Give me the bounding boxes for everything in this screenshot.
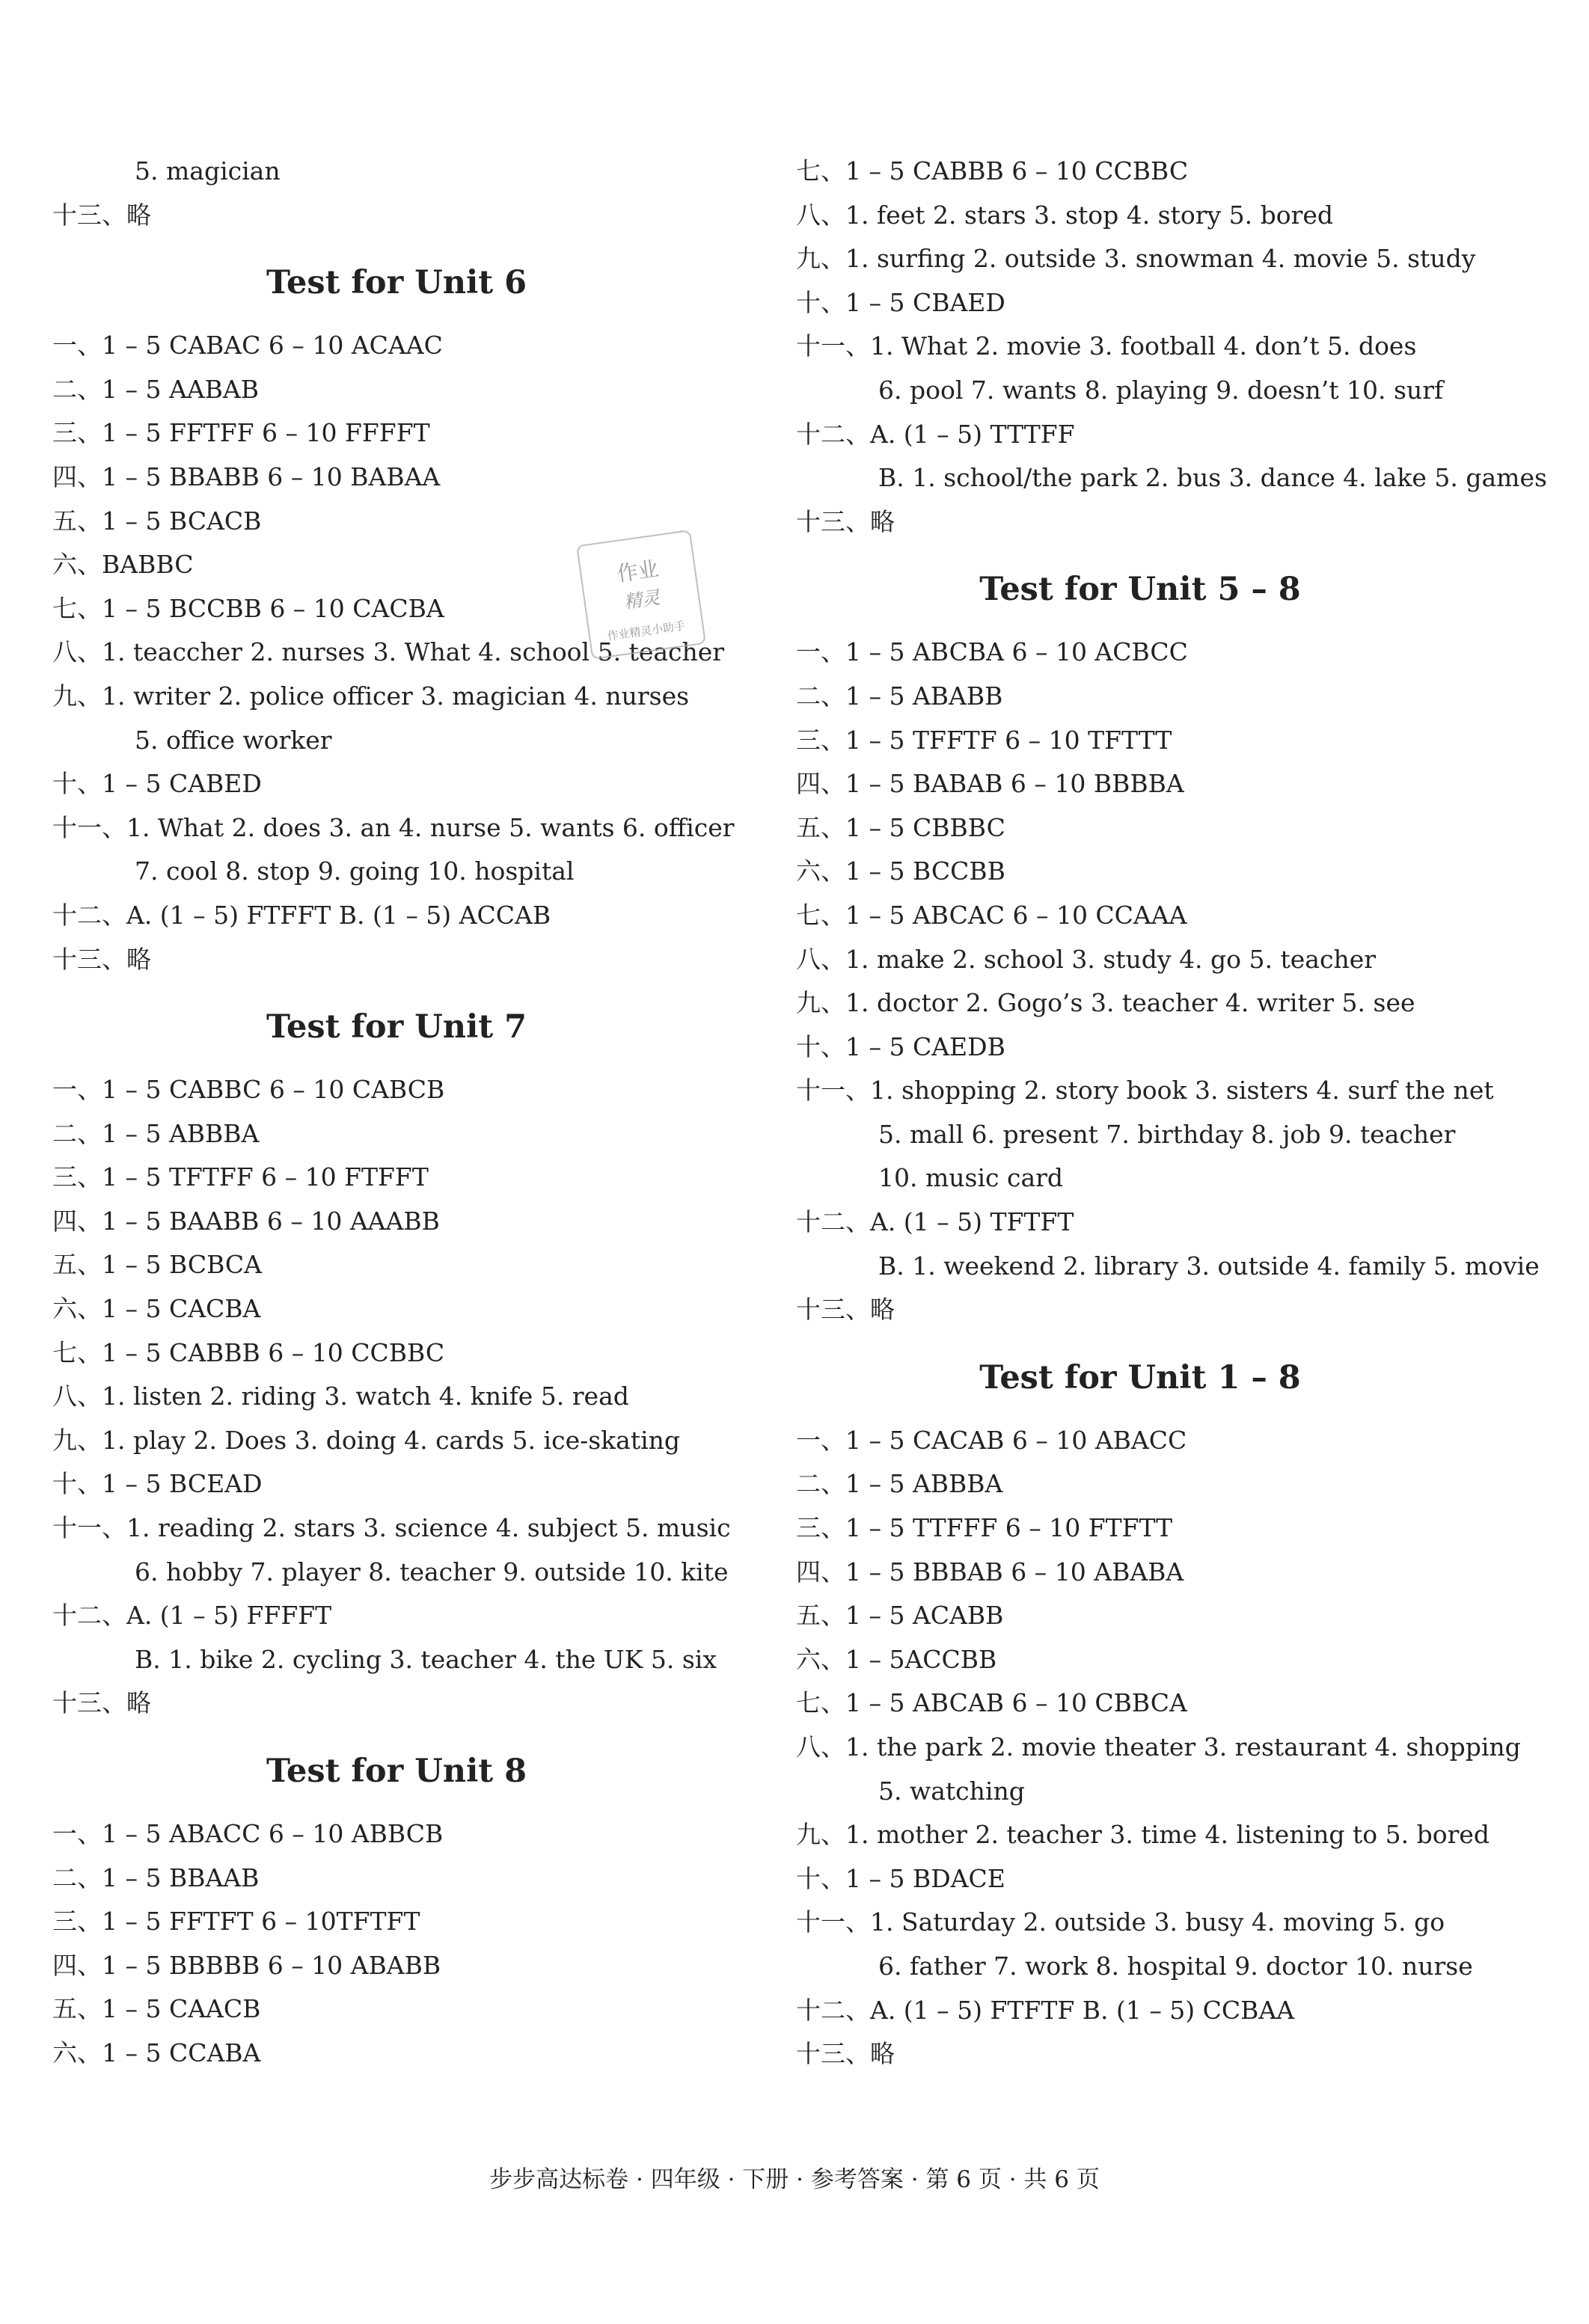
answer-line: 十二、A. (1 – 5) TFTFT (796, 1207, 1074, 1237)
answer-line: 十一、1. reading 2. stars 3. science 4. subject 5. music (52, 1513, 731, 1543)
answer-line: 五、1 – 5 BCBCA (52, 1250, 263, 1280)
answer-line: 九、1. mother 2. teacher 3. time 4. listening to 5. bored (796, 1820, 1490, 1850)
answer-line: 九、1. play 2. Does 3. doing 4. cards 5. ice-skating (52, 1425, 681, 1455)
unit-1-8-answers (796, 1419, 1521, 2076)
section-title-unit-6: Test for Unit 6 (266, 264, 527, 302)
answer-line: 三、1 – 5 FFTFF 6 – 10 FFFFT (52, 418, 430, 448)
right-column (796, 150, 1547, 2076)
answer-line: 十、1 – 5 CAEDB (796, 1031, 1005, 1061)
answer-line: 九、1. doctor 2. Gogo’s 3. teacher 4. writer 5. see (796, 988, 1415, 1018)
answer-line: B. 1. school/the park 2. bus 3. dance 4. lake 5. games (878, 463, 1547, 493)
answer-line: 七、1 – 5 BCCBB 6 – 10 CACBA (52, 593, 444, 623)
answer-line: 八、1. make 2. school 3. study 4. go 5. teacher (796, 944, 1377, 974)
answer-line: 四、1 – 5 BABAB 6 – 10 BBBBA (796, 769, 1184, 799)
answer-line: 一、1 – 5 ABCBA 6 – 10 ACBCC (796, 637, 1188, 667)
section-title-unit-5-8: Test for Unit 5 – 8 (979, 571, 1301, 609)
answer-line: 二、1 – 5 ABBBA (796, 1469, 1003, 1499)
answer-line: 十三、略 (796, 2039, 895, 2069)
answer-line: 十二、A. (1 – 5) FTFFT B. (1 – 5) ACCAB (52, 900, 551, 930)
answer-line: 九、1. surfing 2. outside 3. snowman 4. movie 5. study (796, 244, 1476, 274)
answer-line: 十三、略 (52, 944, 151, 974)
answer-line: 八、1. feet 2. stars 3. stop 4. story 5. bored (796, 200, 1334, 230)
answer-line: 6. pool 7. wants 8. playing 9. doesn’t 10. surf (878, 375, 1444, 405)
answer-line: 十二、A. (1 – 5) TTTFF (796, 419, 1075, 449)
answer-line: 六、1 – 5 CCABA (52, 2038, 261, 2067)
answer-line: 二、1 – 5 BBAAB (52, 1862, 260, 1892)
answer-line: 十、1 – 5 CABED (52, 769, 262, 799)
unit-5-8-answers (796, 631, 1540, 1332)
left-column (52, 150, 771, 2076)
answer-line: 四、1 – 5 BBBBB 6 – 10 ABABB (52, 1950, 441, 1980)
unit-8-answers (52, 1812, 771, 2076)
answer-line: 十三、略 (52, 1688, 151, 1718)
answer-line: 7. cool 8. stop 9. going 10. hospital (135, 856, 575, 886)
answer-line: 六、1 – 5 CACBA (52, 1294, 261, 1324)
answer-line: 六、1 – 5ACCBB (796, 1644, 997, 1674)
answer-line: 五、1 – 5 CBBBC (796, 812, 1005, 842)
answer-line: 一、1 – 5 CABAC 6 – 10 ACAAC (52, 331, 443, 361)
page-footer: 步步高达标卷 · 四年级 · 下册 · 参考答案 · 第 6 页 · 共 6 页 (489, 2166, 1100, 2193)
answer-line: 十、1 – 5 BCEAD (52, 1469, 263, 1499)
answer-line: 十二、A. (1 – 5) FFFFT (52, 1601, 332, 1631)
watermark-stamp (576, 530, 706, 660)
answer-line: 七、1 – 5 CABBB 6 – 10 CCBBC (796, 156, 1189, 186)
answer-line: 四、1 – 5 BAABB 6 – 10 AAABB (52, 1206, 440, 1236)
answer-line: 5. office worker (135, 725, 332, 755)
answer-line: 十三、略 (796, 506, 895, 536)
answer-line: 八、1. teaccher 2. nurses 3. What 4. school 5. teacher (52, 637, 725, 667)
answer-line: 十一、1. shopping 2. story book 3. sisters 4. surf the net (796, 1076, 1494, 1106)
answer-line: 5. mall 6. present 7. birthday 8. job 9. teacher (878, 1119, 1456, 1149)
answer-line: 十一、1. What 2. does 3. an 4. nurse 5. wants 6. officer (52, 812, 735, 842)
answer-line: 五、1 – 5 BCACB (52, 506, 262, 536)
section-title-unit-8: Test for Unit 8 (266, 1753, 527, 1790)
answer-line: 五、1 – 5 CAACB (52, 1994, 261, 2024)
left-top-block (52, 150, 771, 237)
answer-line: 5. watching (878, 1776, 1025, 1806)
answer-line: 七、1 – 5 ABCAB 6 – 10 CBBCA (796, 1688, 1187, 1718)
answer-line: 5. magician (135, 156, 281, 186)
answer-line: 一、1 – 5 CABBC 6 – 10 CABCB (52, 1075, 445, 1105)
answer-line: 三、1 – 5 TFTFF 6 – 10 FTFFT (52, 1162, 429, 1192)
answer-line: 十一、1. Saturday 2. outside 3. busy 4. moving 5. go (796, 1907, 1445, 1937)
answer-line: 七、1 – 5 CABBB 6 – 10 CCBBC (52, 1337, 445, 1367)
answer-line: 九、1. writer 2. police officer 3. magician 4. nurses (52, 681, 690, 711)
answer-line: 十二、A. (1 – 5) FTFTF B. (1 – 5) CCBAA (796, 1995, 1295, 2025)
answer-line: 三、1 – 5 TTFFF 6 – 10 FTFTT (796, 1513, 1173, 1543)
answer-line: 6. hobby 7. player 8. teacher 9. outside 10. kite (135, 1557, 729, 1586)
stamp-line-2: 精灵 (622, 586, 661, 613)
right-top-block (796, 150, 1547, 544)
answer-line: 二、1 – 5 ABABB (796, 681, 1003, 711)
answer-line: 七、1 – 5 ABCAC 6 – 10 CCAAA (796, 900, 1187, 930)
unit-6-answers (52, 324, 771, 981)
answer-line: 一、1 – 5 ABACC 6 – 10 ABBCB (52, 1819, 444, 1848)
answer-line: 八、1. listen 2. riding 3. watch 4. knife 5. read (52, 1382, 629, 1411)
answer-line: 二、1 – 5 AABAB (52, 374, 259, 404)
answer-line: 四、1 – 5 BBBAB 6 – 10 ABABA (796, 1557, 1184, 1586)
section-title-unit-1-8: Test for Unit 1 – 8 (979, 1358, 1301, 1396)
stamp-line-3: 作业精灵小助手 (606, 619, 687, 643)
answer-line: B. 1. bike 2. cycling 3. teacher 4. the UK 5. six (135, 1644, 717, 1674)
answer-line: 6. father 7. work 8. hospital 9. doctor 10. nurse (878, 1951, 1473, 1981)
answer-line: 十三、略 (52, 200, 151, 230)
answer-line: 六、BABBC (52, 550, 194, 580)
answer-line: 五、1 – 5 ACABB (796, 1601, 1004, 1631)
answer-line: 四、1 – 5 BBABB 6 – 10 BABAA (52, 462, 441, 491)
answer-line: 十、1 – 5 BDACE (796, 1863, 1005, 1893)
stamp-line-1: 作业 (615, 556, 661, 587)
unit-7-answers (52, 1068, 771, 1726)
answer-line: 三、1 – 5 TFFTF 6 – 10 TFTTT (796, 725, 1172, 755)
answer-line: 六、1 – 5 BCCBB (796, 856, 1005, 886)
answer-line: 十三、略 (796, 1295, 895, 1325)
section-title-unit-7: Test for Unit 7 (266, 1008, 527, 1046)
answer-line: 十一、1. What 2. movie 3. football 4. don’t 5. does (796, 331, 1417, 361)
answer-line: 三、1 – 5 FFTFT 6 – 10TFTFT (52, 1907, 420, 1937)
answer-line: 二、1 – 5 ABBBA (52, 1118, 260, 1148)
answer-line: 十、1 – 5 CBAED (796, 287, 1005, 317)
answer-line: B. 1. weekend 2. library 3. outside 4. family 5. movie (878, 1251, 1540, 1281)
answer-line: 八、1. the park 2. movie theater 3. restaurant 4. shopping (796, 1732, 1521, 1762)
answer-line: 10. music card (878, 1163, 1064, 1193)
answer-line: 一、1 – 5 CACAB 6 – 10 ABACC (796, 1425, 1187, 1455)
